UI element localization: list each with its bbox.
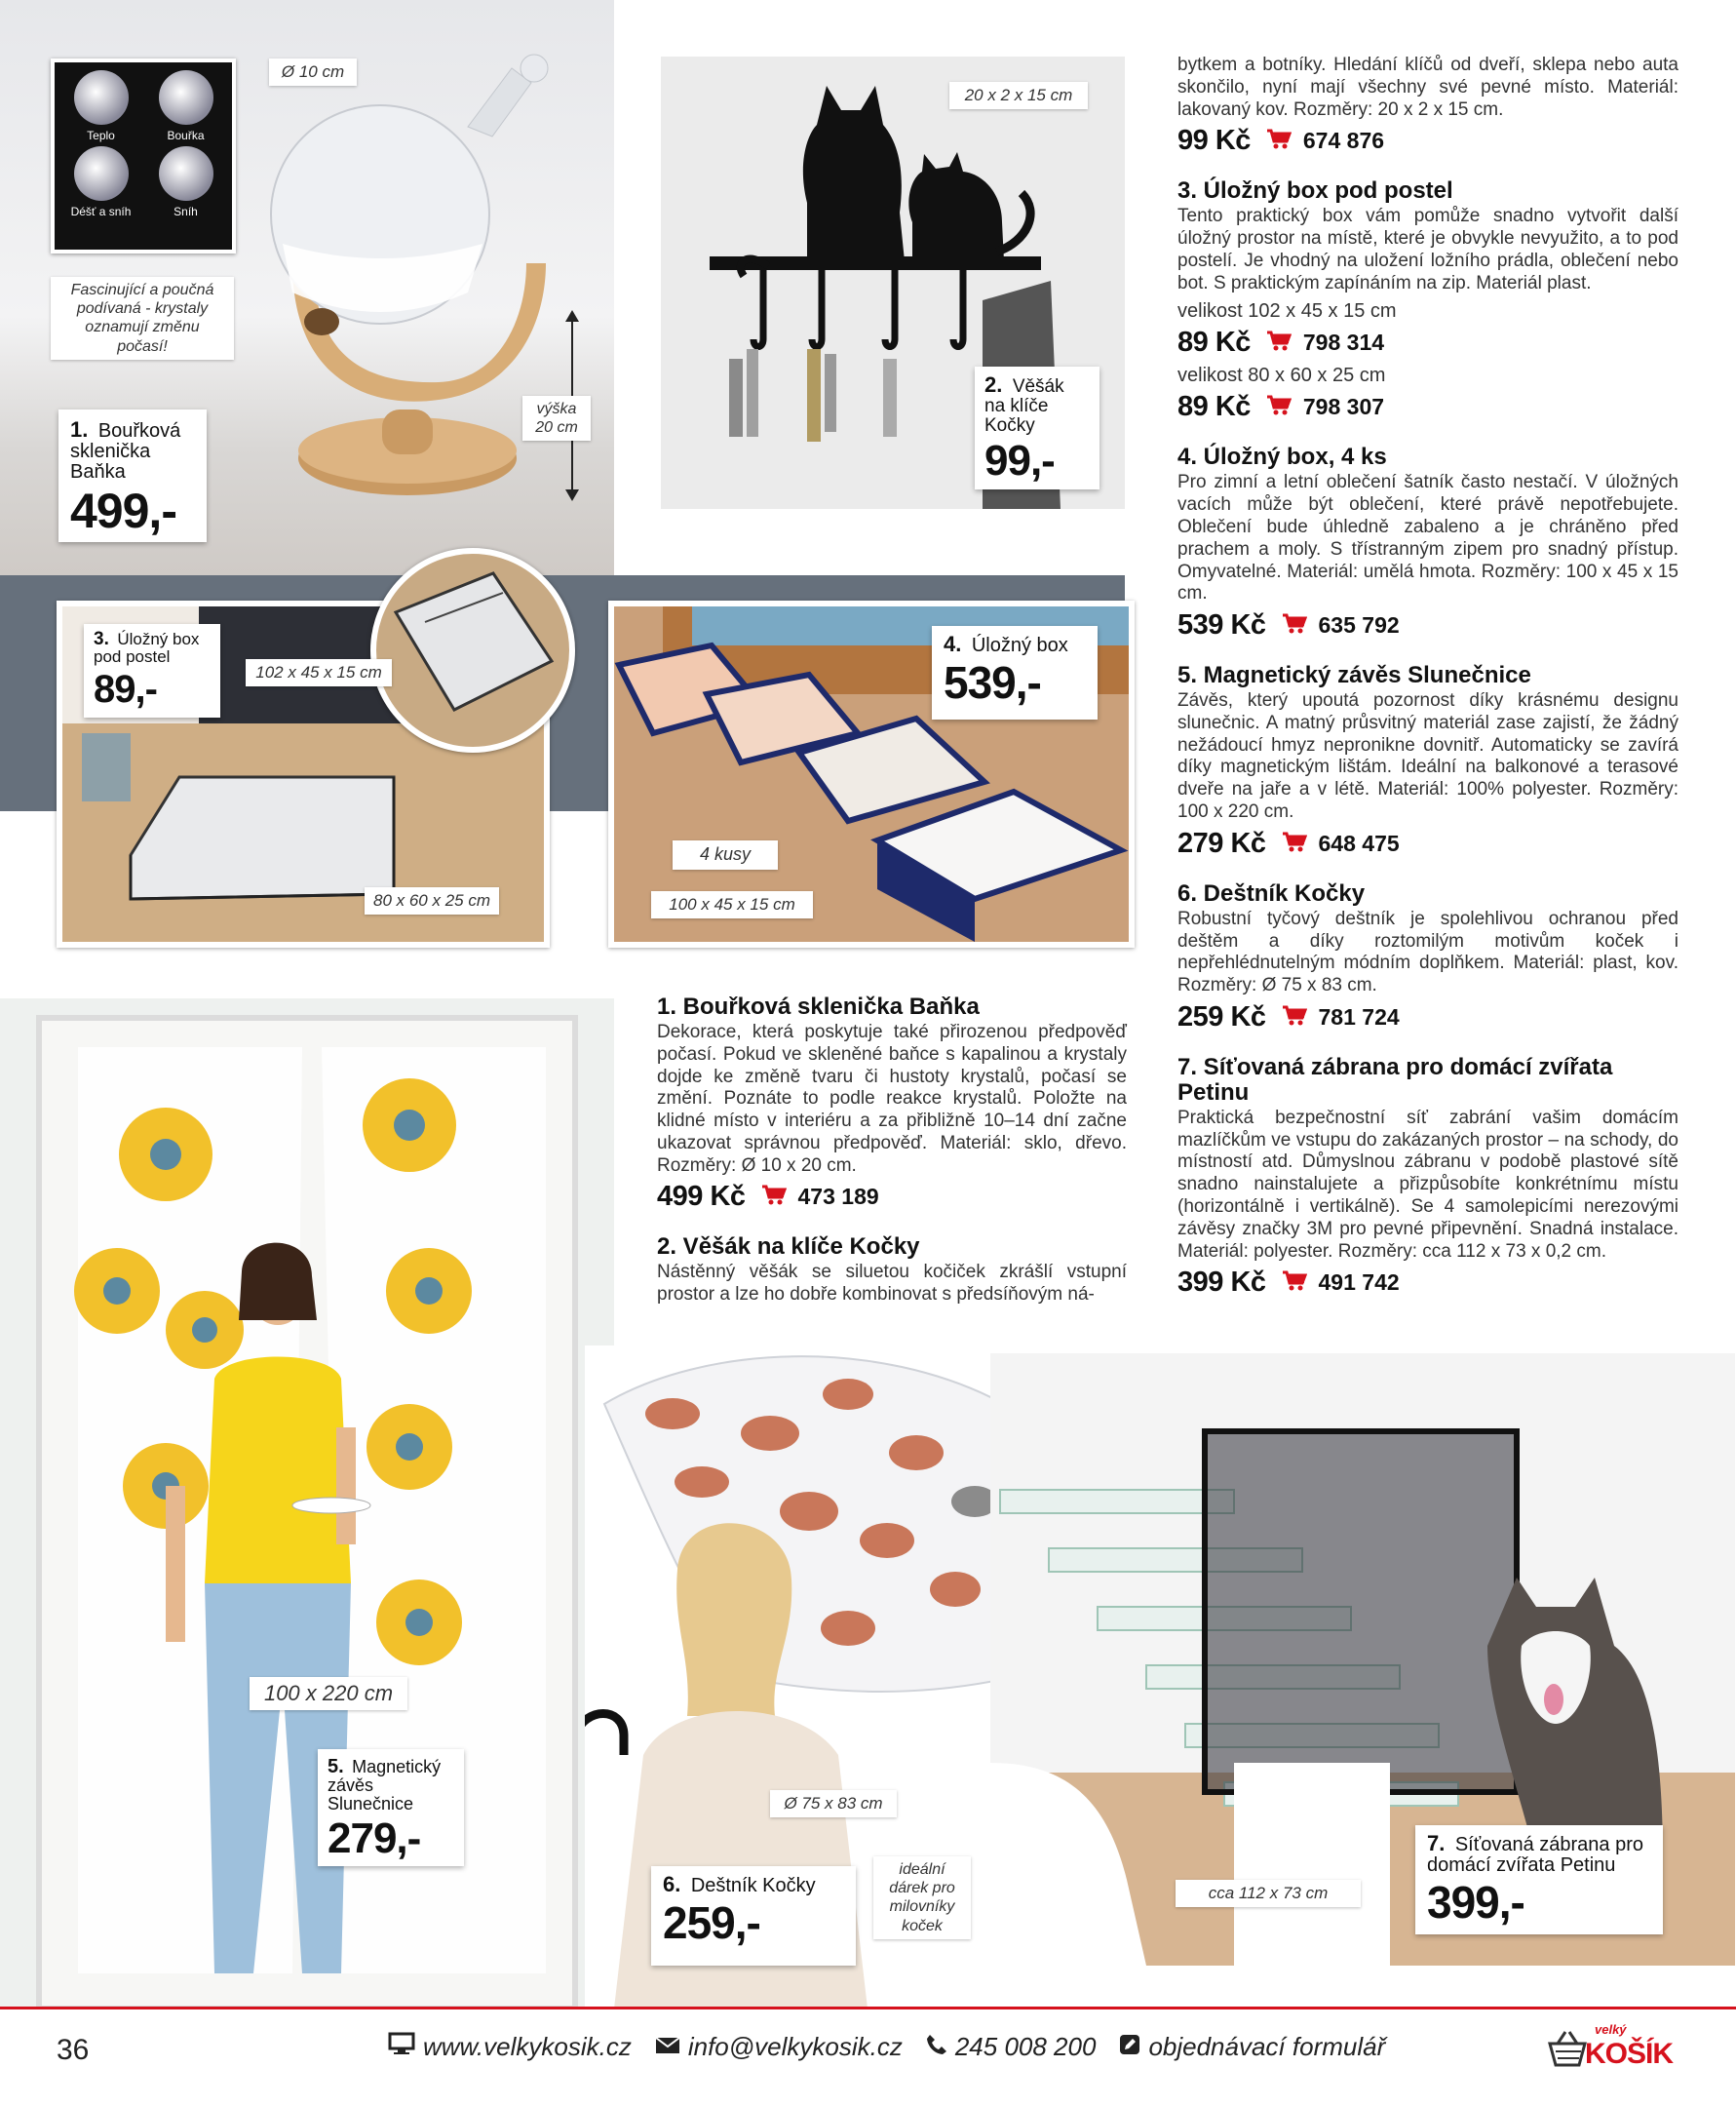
computer-icon	[388, 2032, 415, 2062]
product-5-price-row	[1177, 828, 1678, 860]
product-7-price-row	[1177, 1267, 1678, 1299]
cart-icon	[761, 1184, 787, 1210]
product-6-code: 781 724	[1318, 1003, 1400, 1030]
footer-email-link[interactable]	[655, 2032, 903, 2062]
cart-icon	[1282, 612, 1307, 639]
product-1-title: 1. Bouřková sklenička Baňka	[657, 994, 980, 1020]
magnetic-curtain-dim-label: 100 x 220 cm	[250, 1677, 407, 1710]
product-5-text: Závěs, který upoutá pozornost díky krásnému designu slunečnic. A matný průsvitný materiál zase zajistí, že žádný nežádoucí hmyz nepronikne dovnitř. Automaticky se zavírá díky magnetickým lištám. Ideální na balkonové a terasové dveře na jaře a v létě. Materiál: 100% polyester. Rozměry: 100 x 220 cm.	[1177, 690, 1678, 823]
price-badge-2: 2. Věšák na klíče Kočky 99,-	[975, 367, 1099, 489]
cart-icon	[1282, 1004, 1307, 1031]
product-3-variant-2-code: 798 307	[1302, 394, 1385, 420]
product-5-price: 279 Kč	[1177, 827, 1266, 859]
product-3-variant-1-code: 798 314	[1302, 330, 1385, 356]
product-1-code: 473 189	[797, 1184, 879, 1210]
underbed-box-inset-circle	[370, 548, 575, 753]
footer-order-form-link[interactable]	[1119, 2032, 1385, 2062]
product-5-code: 648 475	[1318, 830, 1400, 856]
product-3-variant-2-size: velikost 80 x 60 x 25 cm	[1177, 365, 1386, 387]
pet-barrier-dim-label: cca 112 x 73 cm	[1176, 1880, 1361, 1907]
phone-icon	[926, 2032, 947, 2062]
cart-icon	[1266, 128, 1292, 154]
cart-icon	[1282, 831, 1307, 857]
product-4-text: Pro zimní a letní oblečení šatník často nestačí. V úložných vacích může být oblečení, které právě nepotřebujete. Oblečení bude úhledně zabaleno a je chráněno před prachem a moly. S třístranným zipem pro snadný přístup. Omyvatelné. Materiál: umělá hmota. Rozměry: 100 x 45 x 15 cm.	[1177, 472, 1678, 604]
weather-state-snow: Sníh	[145, 146, 226, 218]
price-badge-1: 1. Bouřková sklenička Baňka 499,-	[58, 410, 207, 542]
logo-big-text: KOŠÍK	[1585, 2038, 1674, 2070]
product-7-code: 491 742	[1318, 1269, 1400, 1296]
product-3-variant-1-size: velikost 102 x 45 x 15 cm	[1177, 300, 1397, 323]
price-badge-6: 6. Deštník Kočky 259,-	[651, 1866, 856, 1966]
height-arrow-up-icon	[565, 310, 579, 322]
key-hanger-dim-label: 20 x 2 x 15 cm	[949, 82, 1088, 109]
footer-email-text: info@velkykosik.cz	[687, 2032, 903, 2061]
product-3-variant-2-price: 89 Kč	[1177, 391, 1251, 423]
footer-website-link[interactable]	[388, 2032, 632, 2062]
price-badge-7: 7. Síťovaná zábrana pro domácí zvířata Petinu 399,-	[1415, 1825, 1663, 1934]
storm-glass-diameter-label: Ø 10 cm	[269, 58, 357, 86]
product-2-code: 674 876	[1302, 128, 1385, 154]
product-6-price-row	[1177, 1001, 1678, 1034]
footer-contacts	[388, 2032, 1385, 2062]
envelope-icon	[655, 2032, 680, 2062]
page-number: 36	[57, 2034, 90, 2066]
product-7-text: Praktická bezpečnostní síť zabrání vašim domácím mazlíčkům ve vstupu do zakázaných prostor – na schody, do místností atd. Důmyslnou zábranu v podobě plastové sítě snadno nainstalujete a přizpůsobíte konkrétnímu místu (horizontálně i vertikálně). Se 4 samolepicími nerezovými závěsy značky 3M pro pevné připevnění. Snadná instalace. Materiál: polyester. Rozměry: cca 112 x 73 x 0,2 cm.	[1177, 1107, 1678, 1262]
storage-boxes-qty-label: 4 kusy	[673, 840, 778, 870]
product-7-title: 7. Síťovaná zábrana pro domácí zvířata Petinu	[1177, 1053, 1613, 1106]
product-4-price-row	[1177, 609, 1678, 642]
footer-phone-text: 245 008 200	[954, 2032, 1097, 2061]
product-1-price-row	[657, 1181, 1127, 1213]
storm-glass-height-label: výška 20 cm	[522, 396, 591, 441]
product-3-variant-2-price-row	[1177, 391, 1678, 423]
footer-rule	[0, 2007, 1736, 2009]
product-2-title: 2. Věšák na klíče Kočky	[657, 1233, 920, 1261]
product-1-price: 499 Kč	[657, 1181, 746, 1213]
height-arrow-down-icon	[565, 489, 579, 501]
cart-icon	[1266, 330, 1292, 356]
product-6-price: 259 Kč	[1177, 1000, 1266, 1033]
price-badge-4: 4. Úložný box 539,-	[932, 626, 1098, 720]
product-4-title: 4. Úložný box, 4 ks	[1177, 444, 1387, 471]
product-2-text-continued: bytkem a botníky. Hledání klíčů od dveří, sklepa nebo auta skončilo, nyní mají všechny své pevné místo. Materiál: lakovaný kov. Rozměry: 20 x 2 x 15 cm.	[1177, 55, 1678, 120]
weather-states-panel	[51, 58, 236, 254]
product-4-code: 635 792	[1318, 612, 1400, 639]
brand-logo	[1546, 2020, 1678, 2073]
logo-small-text: velký	[1595, 2022, 1627, 2037]
umbrella-gift-label: ideální dárek pro milovníky koček	[873, 1856, 971, 1939]
magnetic-curtain-photo	[0, 998, 614, 2008]
footer-order-form-text: objednávací formulář	[1148, 2032, 1386, 2061]
basket-icon	[1546, 2030, 1589, 2069]
umbrella-dim-label: Ø 75 x 83 cm	[770, 1790, 897, 1817]
product-6-title: 6. Deštník Kočky	[1177, 879, 1366, 907]
edit-form-icon	[1119, 2032, 1140, 2062]
product-2-price: 99 Kč	[1177, 125, 1251, 157]
underbed-box-dim-top-label: 102 x 45 x 15 cm	[246, 659, 392, 686]
product-1-description	[657, 994, 1127, 1306]
footer-phone-link[interactable]	[926, 2032, 1097, 2062]
price-badge-5: 5. Magnetický závěs Slunečnice 279,-	[318, 1749, 464, 1866]
product-7-price: 399 Kč	[1177, 1267, 1266, 1299]
product-3-title: 3. Úložný box pod postel	[1177, 177, 1453, 205]
product-2-text: Nástěnný věšák se siluetou kočiček zkrášlí vstupní prostor a lze ho dobře kombinovat s předsíňovým ná-	[657, 1262, 1127, 1306]
weather-state-rain-snow: Déšť a sníh	[60, 146, 141, 218]
weather-state-warm: Teplo	[60, 70, 141, 142]
footer-website-text: www.velkykosik.cz	[423, 2032, 632, 2061]
product-3-variant-1-price-row	[1177, 327, 1678, 359]
right-column-text	[1177, 55, 1678, 1301]
storm-glass-caption: Fascinující a poučná podívaná - krystaly oznamují změnu počasí!	[51, 277, 234, 360]
weather-state-storm: Bouřka	[145, 70, 226, 142]
product-4-price: 539 Kč	[1177, 609, 1266, 642]
cart-icon	[1282, 1269, 1307, 1296]
underbed-box-dim-bottom-label: 80 x 60 x 25 cm	[365, 887, 499, 915]
cart-icon	[1266, 394, 1292, 420]
product-2-price-row	[1177, 125, 1678, 157]
price-badge-3: 3. Úložný box pod postel 89,-	[84, 624, 220, 718]
product-3-text: Tento praktický box vám pomůže snadno vytvořit další úložný prostor na místě, které je obvykle nevyužito, a to pod postelí. Je vhodný na uložení ložního prádla, oblečení nebo bot. S praktickým zapínáním na zip. Materiál plast.	[1177, 206, 1678, 293]
product-6-text: Robustní tyčový deštník je spolehlivou ochranou před deštěm a díky roztomilým motivům koček i nepřehlédnutelným módním doplňkem. Materiál: plast, kov. Rozměry: Ø 75 x 83 cm.	[1177, 908, 1678, 996]
storage-boxes-dim-label: 100 x 45 x 15 cm	[651, 891, 813, 918]
product-1-text: Dekorace, která poskytuje také přirozenou předpověď počasí. Pokud ve skleněné baňce s kapalinou a krystaly dojde ke změně tvaru či hustoty krystalů, počasí se změní. Poznáte to podle reakce krystalů. Položte na klidné místo v interiéru a za přibližně 10–14 dní začne ukazovat správnou předpověď. Materiál: sklo, dřevo. Rozměry: Ø 10 x 20 cm.	[657, 1021, 1127, 1176]
product-3-variant-1-price: 89 Kč	[1177, 327, 1251, 359]
product-5-title: 5. Magnetický závěs Slunečnice	[1177, 662, 1531, 689]
